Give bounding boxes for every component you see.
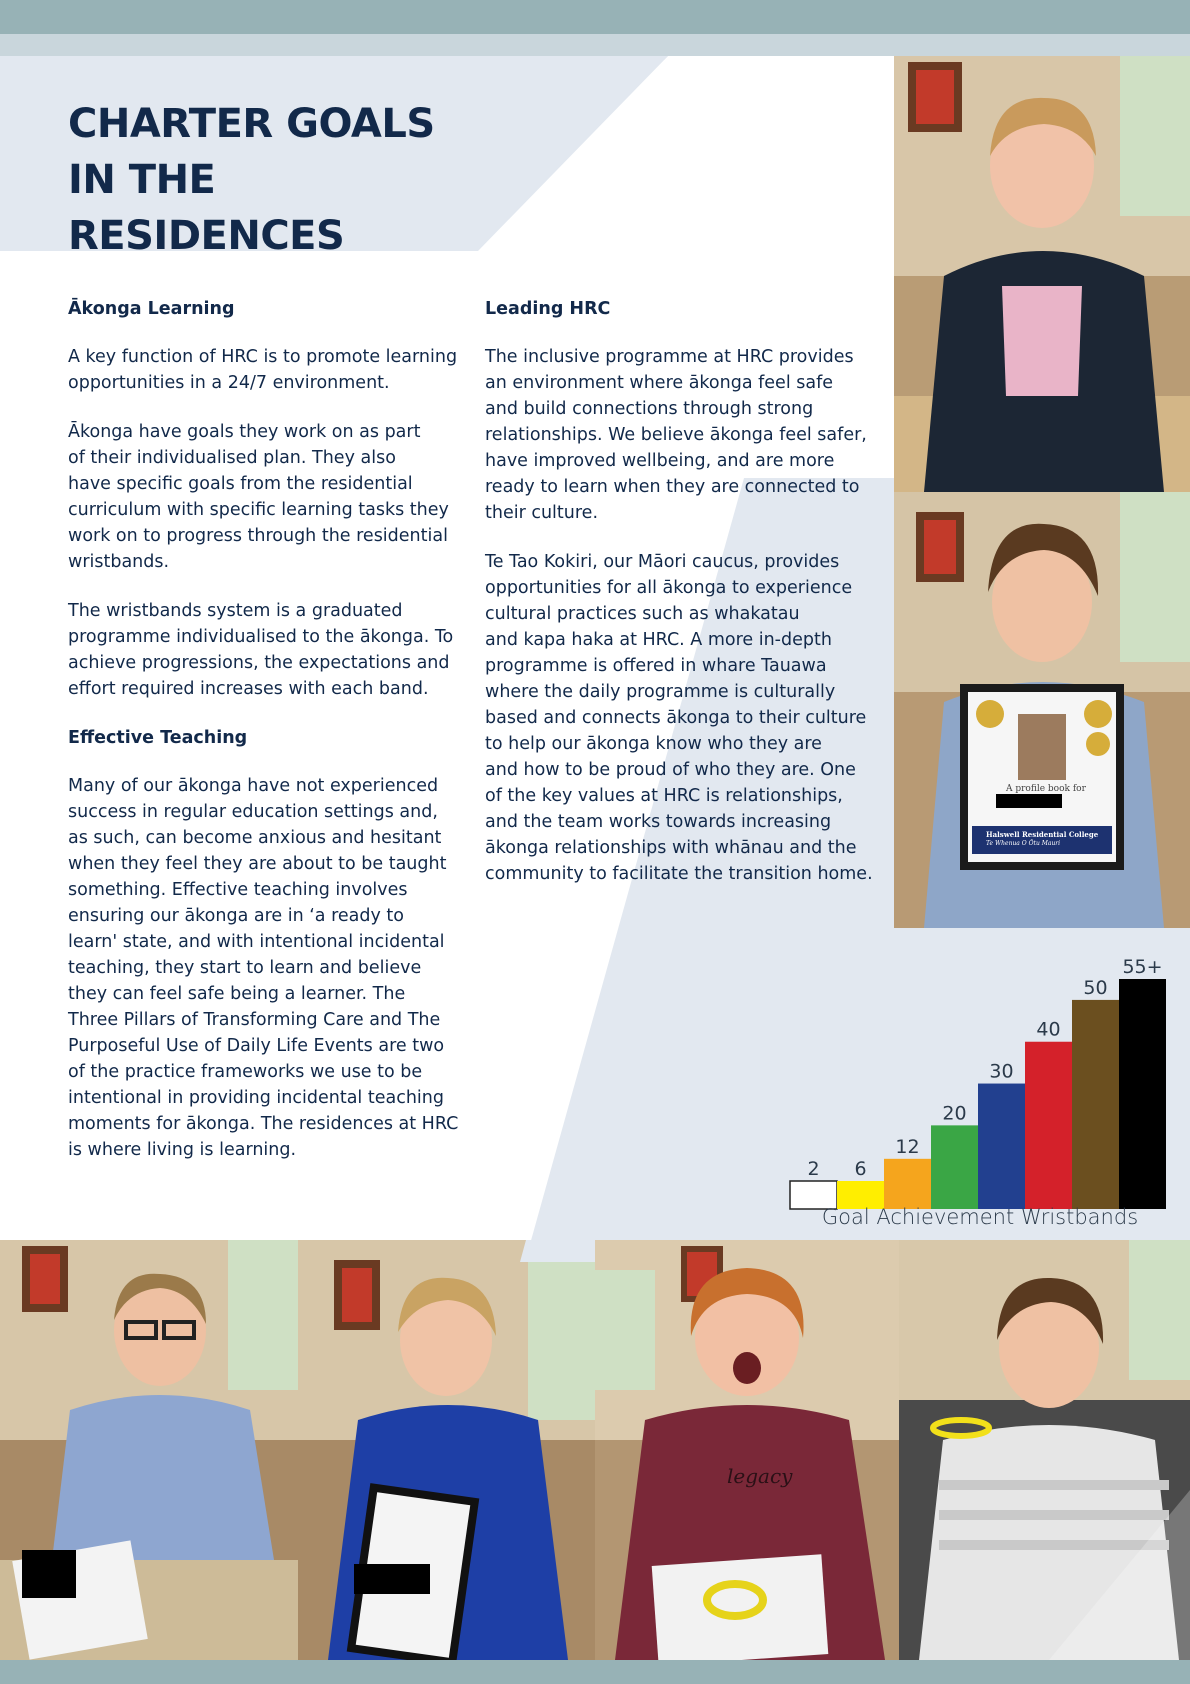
college-sub-label: Te Whenua O Ōtu Mauri [986, 840, 1061, 847]
top-banner-diagonal [0, 0, 1190, 60]
photo-student-glasses [0, 1240, 298, 1660]
wristband-label-55+: 55+ [1122, 956, 1163, 978]
wristband-label-30: 30 [989, 1060, 1014, 1083]
wristband-bar-40 [1025, 1042, 1072, 1209]
left-column [68, 296, 468, 1186]
bottom-banner [0, 1660, 1190, 1684]
paragraph: Te Tao Kokiri, our Māori caucus, provides opportunities for all ākonga to experience cultural practices such as whakatau and kapa haka at HRC. A more in-depth programme is offered in whare Tauawa where the daily programme is culturally based and connects ākonga to their culture to help our ākonga know who they are and how to be proud of who they are. One of the key values at HRC is relationships, and the team works towards increasing ākonga relationships with whānau and the community to facilitate the transition home. [485, 552, 873, 884]
right-column [485, 296, 885, 910]
photo-student-blue-shirt [298, 1240, 595, 1660]
wristband-label-50: 50 [1083, 976, 1108, 999]
wristband-label-40: 40 [1036, 1018, 1061, 1041]
college-name-label: Halswell Residential College [986, 830, 1099, 839]
photo-student-wristband [899, 1240, 1190, 1660]
wristband-bar-chart [780, 940, 1180, 1240]
paragraph: The inclusive programme at HRC provides an environment where ākonga feel safe and build connections through strong relationships. We believe ākonga feel safer, have improved wellbeing, and are more ready to learn when they are connected to their culture. [485, 347, 867, 523]
wristband-label-2: 2 [807, 1158, 820, 1180]
paragraph: A key function of HRC is to promote learning opportunities in a 24/7 environment. [68, 347, 458, 393]
wristband-label-12: 12 [895, 1135, 920, 1158]
shirt-text: legacy [727, 1464, 793, 1488]
photo-strip-diagonal [520, 1240, 680, 1270]
wristband-bar-50 [1072, 1000, 1119, 1209]
photo-student-top-right [894, 56, 1190, 492]
paragraph: The wristbands system is a graduated programme individualised to the ākonga. To achieve progressions, the expectations and effort required increases with each band. [68, 601, 454, 699]
wristband-bar-12 [884, 1159, 931, 1209]
wristband-label-6: 6 [854, 1158, 867, 1180]
wristband-label-20: 20 [942, 1102, 967, 1125]
paragraph: Many of our ākonga have not experienced success in regular education settings and, as such, can become anxious and hesitant when they feel they are about to be taught something. Effective teaching involves ensuring our ākonga are in ‘a ready to learn' state, and with intentional incidental teaching, they start to learn and believe they can feel safe being a learner. The Three Pillars of Transforming Care and The Purposeful Use of Daily Life Events are two of the practice frameworks we use to be intentional in providing incidental teaching moments for ākonga. The residences at HRC is where living is learning. [68, 776, 459, 1160]
page-title: CHARTER GOALS IN THE RESIDENCES [68, 101, 435, 259]
heading-leading-hrc: Leading HRC [485, 299, 611, 319]
heading-effective-teaching: Effective Teaching [68, 728, 248, 748]
chart-caption: Goal Achievement Wristbands [821, 1205, 1139, 1229]
wristband-bar-55+ [1119, 979, 1166, 1209]
paragraph: Ākonga have goals they work on as part of their individualised plan. They also have specific goals from the residential curriculum with specific learning tasks they work on to progress through the residential wristbands. [68, 422, 449, 572]
heading-akonga-learning: Ākonga Learning [68, 299, 235, 319]
wristband-bar-30 [978, 1084, 1025, 1209]
wristband-bar-20 [931, 1125, 978, 1209]
profile-book-label: A profile book for [1006, 784, 1086, 794]
photo-student-profile-book [894, 492, 1190, 928]
photo-student-surprised [595, 1240, 899, 1660]
